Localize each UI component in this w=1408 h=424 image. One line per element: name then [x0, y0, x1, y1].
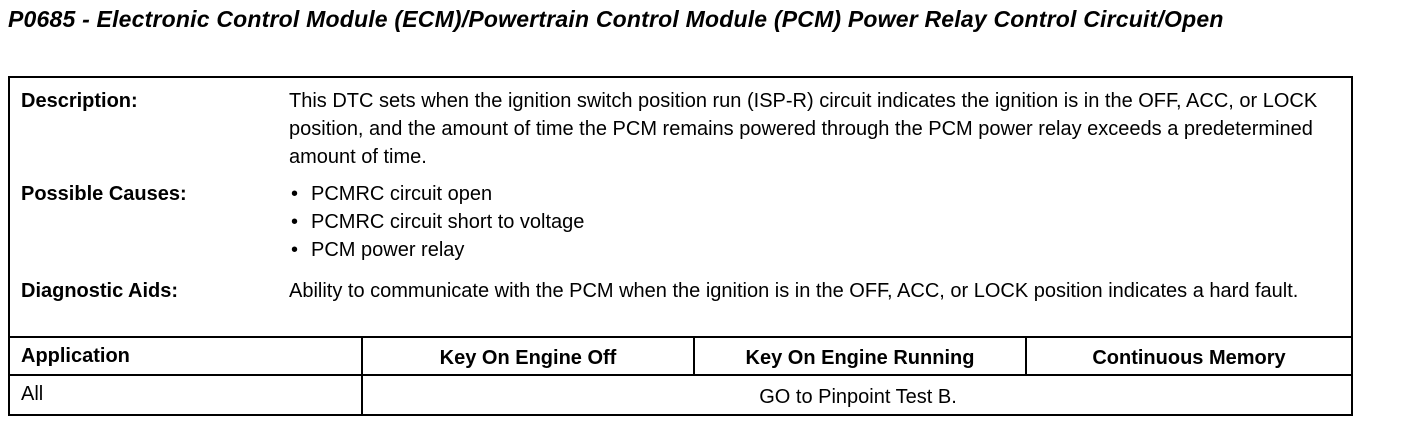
bullet-icon: • — [291, 211, 299, 233]
bullet-icon: • — [291, 183, 299, 205]
list-item — [289, 236, 1344, 264]
table-header-continuous-memory: Continuous Memory — [1092, 347, 1286, 369]
table-header-koer: Key On Engine Running — [745, 347, 975, 369]
cause-text: PCMRC circuit open — [311, 183, 493, 205]
possible-causes-list — [289, 180, 1344, 264]
description-label: Description: — [21, 90, 138, 112]
list-item — [289, 180, 1344, 208]
list-item — [289, 208, 1344, 236]
bullet-icon: • — [291, 239, 299, 261]
diagnostic-aids-text: Ability to communicate with the PCM when the ignition is in the OFF, ACC, or LOCK position indicates a hard fault. — [289, 280, 1299, 302]
table-cell-application: All — [21, 383, 44, 405]
table-header-koeo: Key On Engine Off — [439, 347, 617, 369]
table-header-divider — [10, 374, 1351, 376]
dtc-info-box — [8, 76, 1353, 416]
table-top-divider — [10, 336, 1351, 338]
table-cell-action: GO to Pinpoint Test B. — [759, 386, 957, 408]
possible-causes-label: Possible Causes: — [21, 183, 187, 205]
table-header-application: Application — [21, 345, 130, 367]
cause-text: PCMRC circuit short to voltage — [311, 211, 585, 233]
cause-text: PCM power relay — [311, 239, 465, 261]
description-text: This DTC sets when the ignition switch position run (ISP-R) circuit indicates the ignition is in the OFF, ACC, or LOCK position, and the amount of time the PCM remains powered through the PCM power relay exceeds a predetermined amount of time. — [289, 90, 1318, 168]
page-title: P0685 - Electronic Control Module (ECM)/Powertrain Control Module (PCM) Power Relay Control Circuit/Open — [8, 6, 1224, 32]
diagnostic-aids-label: Diagnostic Aids: — [21, 280, 179, 302]
